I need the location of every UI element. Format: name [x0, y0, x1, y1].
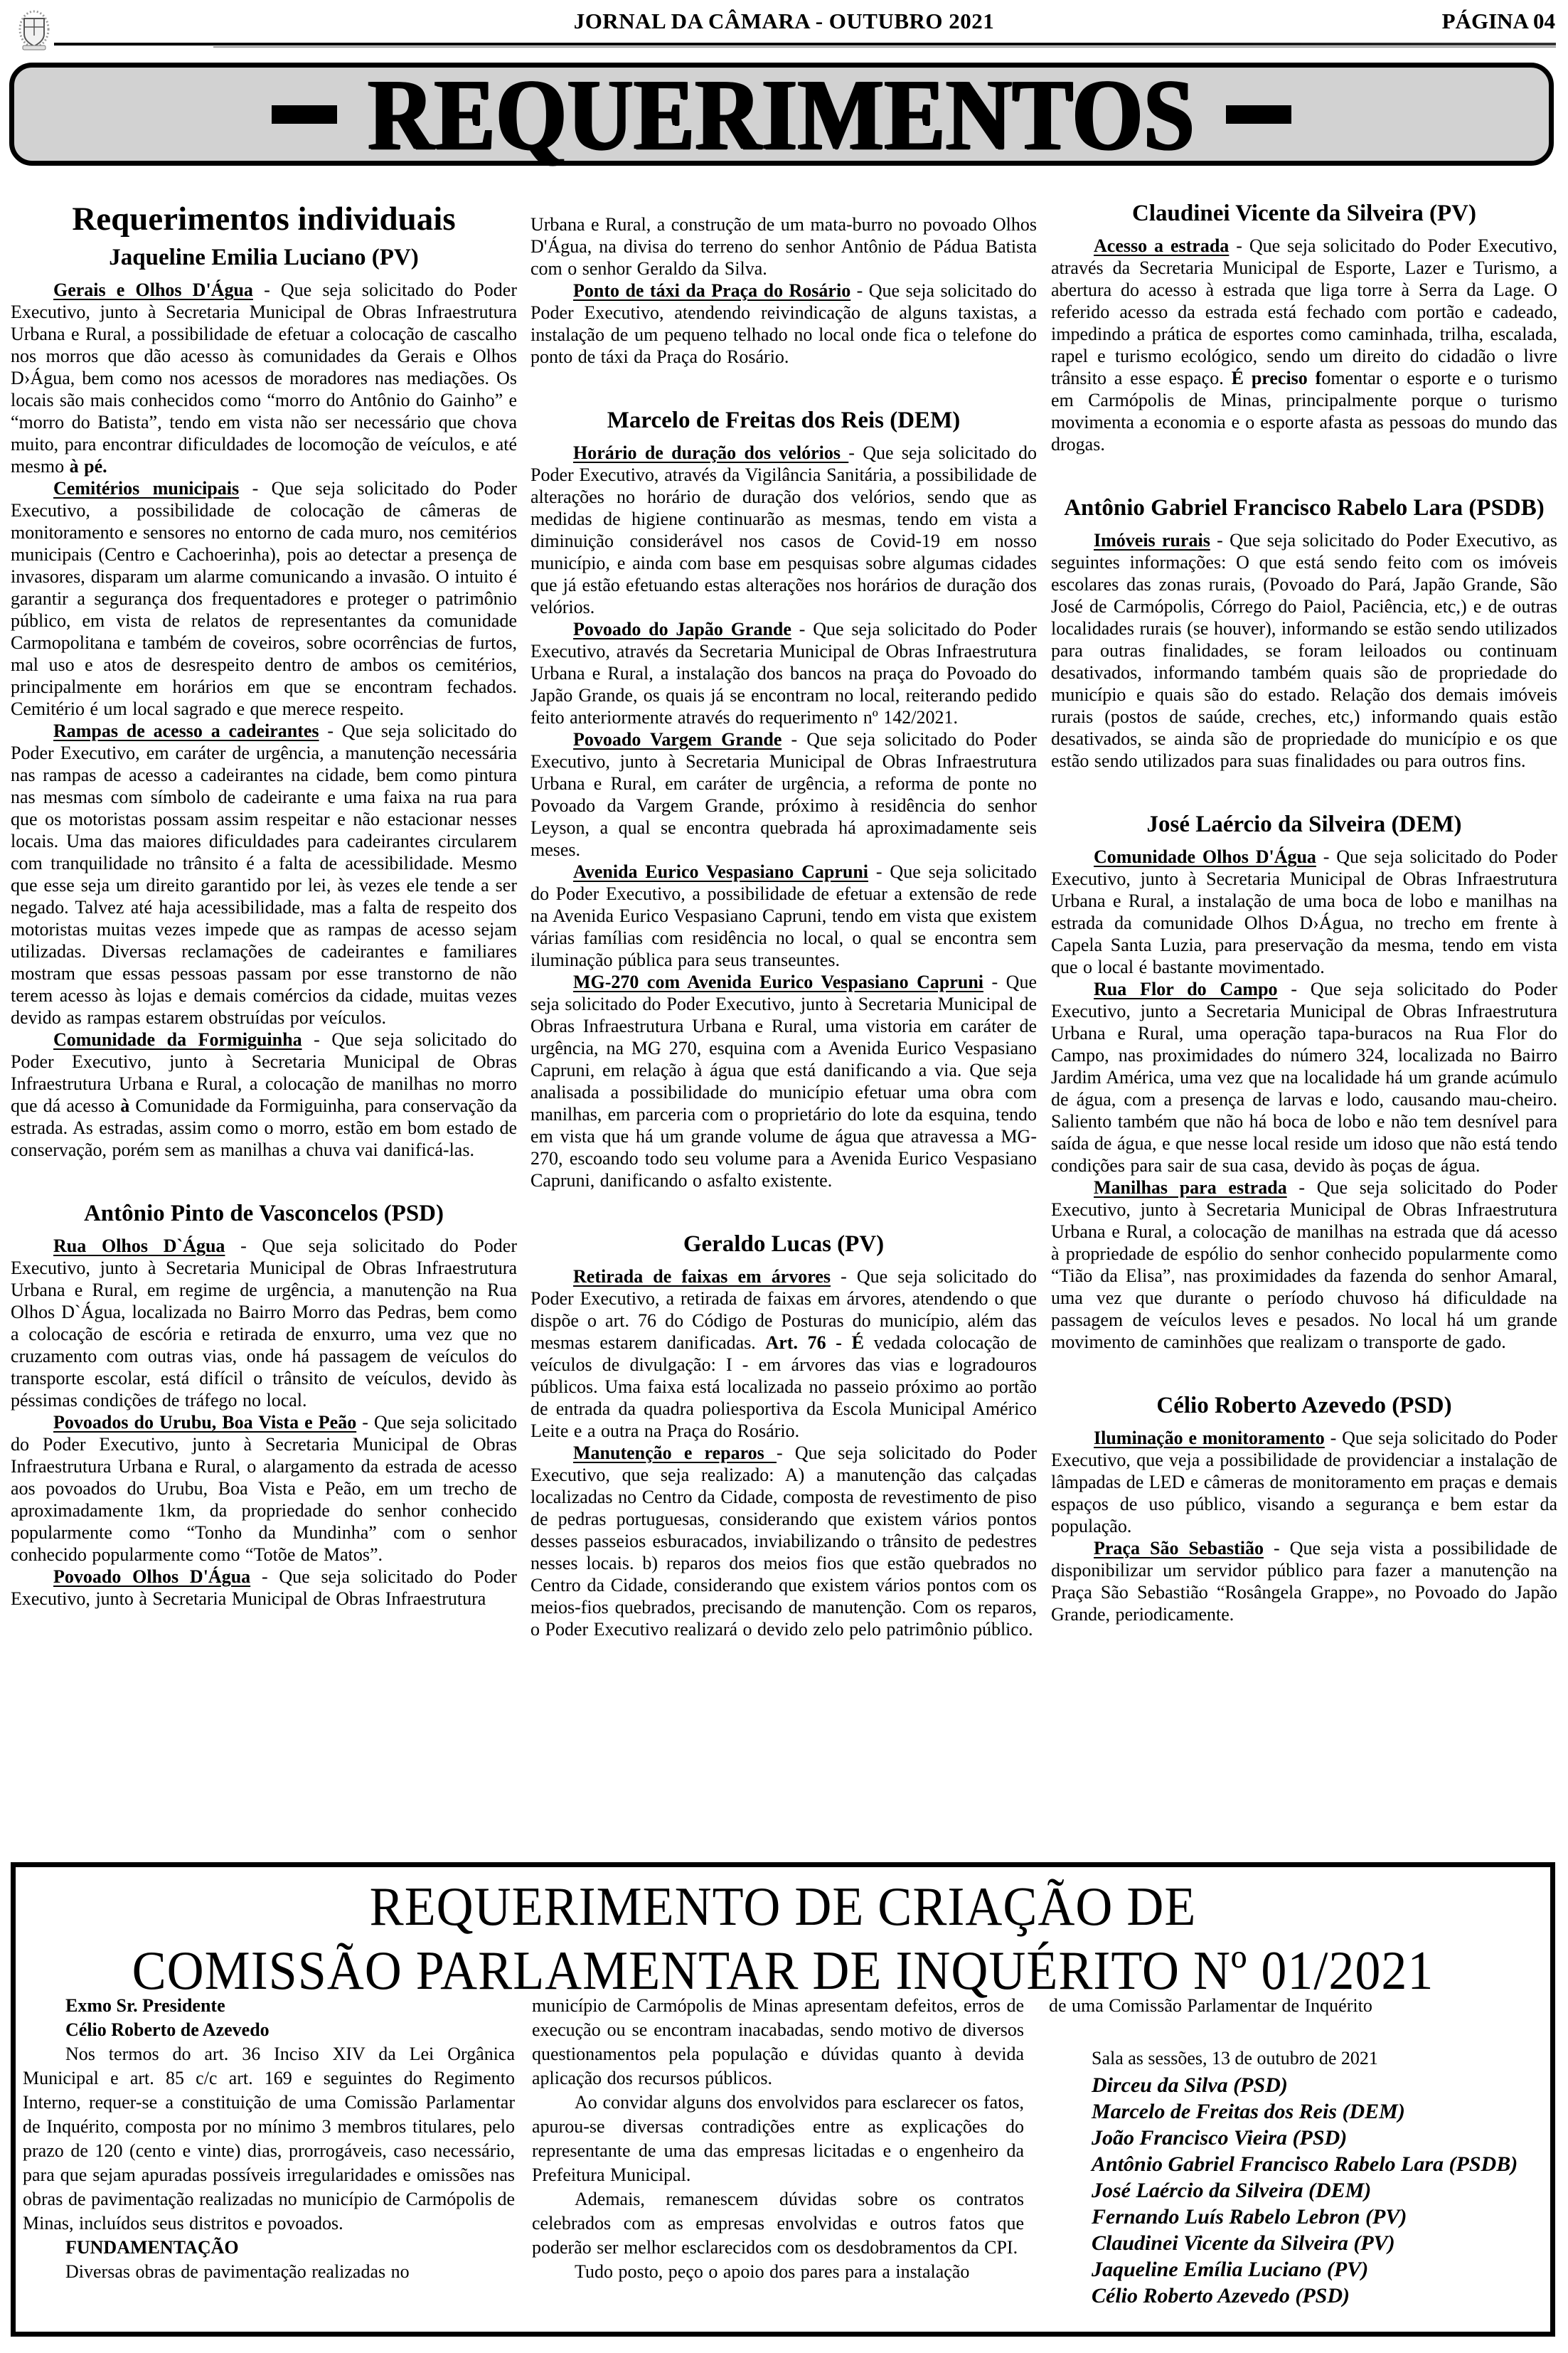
requerimento-paragraph — [11, 279, 517, 477]
cpi-signature: Célio Roberto Azevedo (PSD) — [1092, 2284, 1350, 2307]
cpi-paragraph: Diversas obras de pavimentação realizadas no — [65, 2261, 410, 2282]
requerimento-title: Imóveis rurais — [1094, 530, 1210, 551]
column-1 — [11, 198, 517, 1857]
requerimento-title: Retirada de faixas em árvores — [573, 1266, 831, 1287]
requerimento-title: Rua Flor do Campo — [1094, 979, 1278, 999]
cpi-paragraph: Nos termos do art. 36 Inciso XIV da Lei Orgânica Municipal e art. 85 c/c art. 169 e seguintes do Regimento Interno, requer-se a constituição de uma Comissão Parlamentar de Inquérito, composta por no mínimo 3 membros titulares, pelo prazo de 120 (cento e vinte) dias, prorrogáveis, caso necessário, para que sejam apuradas possíveis irregularidades e omissões nas obras de pavimentação realizadas no município de Carmópolis de Minas, incluídos seus distritos e povoados. — [23, 2044, 515, 2234]
requerimento-text: - Que seja solicitado do Poder Executivo, junto à Secretaria Municipal de Obras Infraestrutura — [11, 1566, 517, 1609]
requerimento-text: - Que seja solicitado do Poder Executivo, que veja a possibilidade de providenciar a instalação de lâmpadas de LED e câmeras de monitoramento em praças e demais espaços de uso público, visando a segurança e bem estar da população. — [1051, 1428, 1557, 1536]
requerimento-paragraph — [11, 1235, 517, 1411]
column-3 — [1051, 198, 1557, 1857]
requerimento-title: Povoado Vargem Grande — [573, 729, 782, 750]
author-heading: Antônio Pinto de Vasconcelos (PSD) — [83, 1201, 444, 1226]
author-heading: Geraldo Lucas (PV) — [683, 1231, 885, 1257]
requerimento-text: - Que seja solicitado do Poder Executivo, em caráter de urgência, a manutenção necessária nas rampas de acesso a cadeirantes na cidade, bem como pintura nas mesmas com símbolo de cadeirante e uma faixa na rua para que os motoristas possam assim respeitar e não estacionar nesses locais. Uma das maiores dificuldades para cadeirantes circularem com tranquilidade no trânsito é a falta de acessibilidade. Mesmo que esse seja um direito garantido por lei, às vezes ele tende a ser negado. Talvez até haja acessibilidade, mas a falta de respeito dos motoristas muitas vezes impede que as rampas de acesso sejam utilizadas. Diversas reclamações de cadeirantes e familiares mostram que essas pessoas passam por esse transtorno de não terem acesso às lojas e demais comércios da cidade, muitas vezes devido as rampas estarem obstruídas por veículos. — [11, 721, 517, 1028]
requerimento-text: - Que seja solicitado do Poder Executivo, através da Secretaria Municipal de Esporte, Lazer e Turismo, a abertura do acesso à estrada que liga torre à Serra da Lage. O referido acesso da estrada está fechado com portão e cadeado, impedindo a prática de esportes como caminhada, trilha, escalada, rapel e turismo ecológico, sendo um direito do cidadão o livre trânsito a esse espaço. — [1051, 235, 1557, 388]
requerimento-text: vedada colocação de veículos de divulgação: I - em árvores das vias e logradouros públicos. Uma faixa está localizada no passeio próximo ao portão de entrada da quadra poliesportiva da Escola Municipal Américo Leite e a outra na Praça do Rosário. — [530, 1332, 1037, 1441]
section-title: Requerimentos individuais — [72, 201, 456, 238]
requerimento-text: - Que seja solicitado do Poder Executivo, junto a Secretaria Municipal de Obras Infraestrutura Urbana e Rural, uma operação tapa-buracos na Rua Flor do Campo, nas proximidades do número 324, localizada no Bairro Jardim América, uma vez que na localidade há um grande acúmulo de água, com a presença de larvas e lodo, causando mau-cheiro. Saliento também que não há boca de lobo e não tem desnível para saída de água, e que nesse local reside um idoso que não está tendo condições para sair de sua casa, devido às poças de água. — [1051, 979, 1557, 1176]
cpi-greeting: Exmo Sr. Presidente — [65, 1995, 225, 2016]
requerimento-title: Povoado Olhos D'Água — [53, 1566, 251, 1587]
cpi-title-line1: REQUERIMENTO DE CRIAÇÃO DE — [369, 1875, 1197, 1938]
requerimento-bold-text: Art. 76 - É — [765, 1332, 864, 1353]
requerimento-text: Comunidade da Formiguinha, para conservação da estrada. As estradas, assim como o morro, estão em bom estado de conservação, porém sem as manilhas a chuva vai danificá-las. — [11, 1095, 517, 1160]
cpi-paragraph: Ademais, remanescem dúvidas sobre os contratos celebrados com as empresas envolvidas e outros fatos que poderão ser melhor esclarecidos com os desdobramentos da CPI. — [532, 2189, 1024, 2258]
author-heading: Antônio Gabriel Francisco Rabelo Lara (PSDB) — [1064, 495, 1545, 521]
requerimento-text: - Que seja solicitado do Poder Executivo, junto à Secretaria Municipal de Obras Infraestrutura Urbana e Rural, uma vistoria em caráter de urgência, na MG 270, esquina com a Avenida Eurico Vespasiano Capruni, em relação à água que está danificando a via. Que seja analisada a possibilidade do município efetuar uma obra com manilhas, em parceria com o proprietário do lote da esquina, tendo em vista que há um grande volume de água que atravessa a MG-270, escoando todo seu volume para a Avenida Eurico Vespasiano Capruni, danificando o asfalto existente. — [530, 972, 1037, 1191]
requerimento-title: Rampas de acesso a cadeirantes — [53, 721, 319, 741]
cpi-paragraph: de uma Comissão Parlamentar de Inquérito — [1049, 1995, 1372, 2016]
requerimento-paragraph — [1051, 1537, 1557, 1625]
cpi-paragraph: Tudo posto, peço o apoio dos pares para a instalação — [575, 2261, 970, 2282]
continuation-paragraph: Urbana e Rural, a construção de um mata-burro no povoado Olhos D'Água, na divisa do terreno do senhor Antônio de Pádua Batista com o senhor Geraldo da Silva. — [530, 214, 1037, 279]
requerimento-text: - Que seja vista a possibilidade de disponibilizar um servidor público para fazer a manutenção na Praça São Sebastião “Rosângela Grappe», no Povoado do Japão Grande, periodicamente. — [1051, 1538, 1557, 1625]
requerimento-paragraph — [11, 1411, 517, 1566]
requerimento-paragraph — [1051, 1427, 1557, 1537]
requerimento-text: - Que seja solicitado do Poder Executivo, junto à Secretaria Municipal de Obras Infraestrutura Urbana e Rural, a instalação de uma boca de lobo e manilhas na estrada da comunidade Olhos D›Água, no trecho em frente à Capela Santa Luzia, para preservação da mesma, tendo em vista que o local é bastante movimentado. — [1051, 846, 1557, 977]
requerimento-paragraph — [530, 971, 1037, 1191]
requerimento-text: omentar o esporte e o turismo em Carmópolis de Minas, principalmente porque o turismo movimenta a economia e o esporte afasta as pessoas do mundo das drogas. — [1051, 368, 1557, 455]
requerimento-paragraph — [530, 861, 1037, 971]
cpi-signature: José Laércio da Silveira (DEM) — [1092, 2179, 1372, 2202]
requerimento-title: Acesso a estrada — [1094, 235, 1230, 256]
cpi-heading: FUNDAMENTAÇÃO — [65, 2237, 239, 2258]
requerimento-title: Povoados do Urubu, Boa Vista e Peão — [53, 1412, 357, 1433]
requerimento-paragraph — [530, 618, 1037, 728]
cpi-signature: Dirceu da Silva (PSD) — [1092, 2073, 1288, 2097]
requerimento-paragraph — [530, 1442, 1037, 1640]
requerimento-text: - Que seja solicitado do Poder Executivo, através da Vigilância Sanitária, a possibilidade de alterações no horário de duração dos velórios, sendo que as medidas de higiene continuarão as mesmas, tendo em vista a diminuição considerável nos casos de Covid-19 em nosso município, e ainda com base em pesquisas sobre algumas cidades que já estão efetuando estas alterações nos horários de duração dos velórios. — [530, 442, 1037, 617]
requerimento-text: - Que seja solicitado do Poder Executivo, junto à Secretaria Municipal de Obras Infraestrutura Urbana e Rural, a possibilidade de efetuar a colocação de cascalho nos morros que dão acesso às comunidades da Gerais e Olhos D›Água, bem como nos acessos de moradores nas mediações. Os locais são mais conhecidos como “morro do Antônio do Gainho” e “morro do Batista”, tendo em vista não ser necessário que chova muito, para encontrar dificuldades de locomoção de veículos, e até mesmo — [11, 280, 517, 477]
requerimento-bold-text: É preciso f — [1231, 368, 1322, 388]
requerimento-title: Horário de duração dos velórios — [573, 442, 849, 463]
requerimento-text: - Que seja solicitado do Poder Executivo, junto à Secretaria Municipal de Obras Infraestrutura Urbana e Rural, a colocação de manilhas no morro que dá acesso — [11, 1029, 517, 1116]
requerimento-title: Comunidade Olhos D'Água — [1094, 846, 1316, 867]
cpi-signature: Antônio Gabriel Francisco Rabelo Lara (PSDB) — [1092, 2152, 1518, 2176]
author-heading: José Laércio da Silveira (DEM) — [1146, 812, 1462, 837]
cpi-request-box — [11, 1862, 1555, 2337]
requerimento-bold-text: à — [120, 1095, 130, 1116]
cpi-signature: Marcelo de Freitas dos Reis (DEM) — [1092, 2100, 1405, 2123]
banner-dash-right-icon — [1226, 105, 1291, 124]
requerimento-title: Iluminação e monitoramento — [1094, 1428, 1325, 1448]
requerimento-title: Gerais e Olhos D'Água — [53, 280, 253, 300]
author-heading: Claudinei Vicente da Silveira (PV) — [1132, 201, 1476, 226]
requerimento-paragraph — [11, 477, 517, 720]
requerimento-title: MG-270 com Avenida Eurico Vespasiano Capruni — [573, 972, 984, 992]
cpi-column-1 — [23, 1994, 515, 2330]
cpi-title — [16, 1874, 1550, 2002]
requerimento-title: Cemitérios municipais — [53, 478, 240, 499]
cpi-column-3 — [1049, 1994, 1543, 2330]
requerimento-title: Rua Olhos D`Água — [53, 1236, 225, 1256]
cpi-signature: Jaqueline Emília Luciano (PV) — [1092, 2258, 1369, 2281]
requerimento-paragraph — [530, 442, 1037, 618]
requerimento-text: - Que seja solicitado do Poder Executivo, junto à Secretaria Municipal de Obras Infraestrutura Urbana e Rural, em caráter de urgência, a reforma de ponte no Povoado da Vargem Grande, próximo à residência do senhor Leyson, a qual se encontra quebrada há aproximadamente seis meses. — [530, 729, 1037, 860]
journal-title: JORNAL DA CÂMARA - OUTUBRO 2021 — [573, 9, 995, 33]
requerimento-paragraph — [1051, 529, 1557, 772]
requerimento-title: Comunidade da Formiguinha — [53, 1029, 302, 1050]
author-heading: Marcelo de Freitas dos Reis (DEM) — [607, 408, 961, 433]
requerimento-text: - Que seja solicitado do Poder Executivo, junto à Secretaria Municipal de Obras Infraestrutura Urbana e Rural, em regime de urgência, a manutenção na Rua Olhos D`Água, localizada no Bairro Morro das Pedras, bem como a colocação de escória e retirada de enxurro, uma vez que no cruzamento com outras vias, onde há passagem de veículos do transporte escolar, está difícil o trânsito de veículos, devido às péssimas condições de tráfego no local. — [11, 1236, 517, 1411]
requerimento-paragraph — [530, 280, 1037, 368]
cpi-column-2 — [532, 1994, 1024, 2330]
author-heading: Jaqueline Emilia Luciano (PV) — [109, 245, 419, 270]
requerimentos-banner — [9, 57, 1554, 171]
requerimento-paragraph — [11, 720, 517, 1029]
requerimento-text: - Que seja solicitado do Poder Executivo, a possibilidade de colocação de câmeras de monitoramento e sensores no entorno de cada muro, nos cemitérios municipais (Centro e Cachoerinha), pois ao detectar a presença de invasores, disparam um alarme comunicando a invasão. O intuito é garantir a segurança dos frequentadores e proteger o patrimônio público, em vista de relatos de representantes da comunidade Carmopolitana e também de coveiros, sobre ocorrências de furtos, mal uso e atos de desrespeito dentro de ambos os cemitérios, principalmente em horários em que se encontram fechados. Cemitério é um local sagrado e que merece respeito. — [11, 478, 517, 719]
banner-dash-left-icon — [272, 105, 337, 124]
requerimento-text: - Que seja solicitado do Poder Executivo, junto à Secretaria Municipal de Obras Infraestrutura Urbana e Rural, a colocação de manilhas na estrada que dá acesso à propriedade de espólio do senhor conhecido popularmente como “Tião da Elisa”, nas proximidades da fazenda do senhor Amaral, uma vez que durante o período chuvoso há dificuldade na passagem de veículos leves e pesados. No local há um grande movimento de caminhões que realizam o transporte de gado. — [1051, 1177, 1557, 1352]
header-rule-shadow — [213, 46, 1556, 48]
requerimento-text: - Que seja solicitado do Poder Executivo, junto à Secretaria Municipal de Obras Infraestrutura Urbana e Rural, o alargamento da estrada de acesso aos povoados do Urubu, Boa Vista e Peão, em um trecho de aproximadamente 1km, da propriedade do senhor conhecido popularmente como “Tonho da Mundinha” com o senhor conhecido popularmente como “Totõe de Matos”. — [11, 1412, 517, 1565]
cpi-signature: Claudinei Vicente da Silveira (PV) — [1092, 2231, 1395, 2255]
requerimento-title: Manutenção e reparos — [573, 1443, 777, 1463]
requerimento-paragraph — [11, 1566, 517, 1610]
requerimento-text: - Que seja solicitado do Poder Executivo, atendendo reivindicação de alguns taxistas, a instalação de um pequeno telhado no local onde fica o telefone do ponto de táxi da Praça do Rosário. — [530, 280, 1037, 367]
requerimento-paragraph — [530, 1265, 1037, 1442]
requerimento-title: Ponto de táxi da Praça do Rosário — [573, 280, 851, 301]
cpi-signature: Fernando Luís Rabelo Lebron (PV) — [1092, 2205, 1407, 2229]
requerimento-text: - Que seja solicitado do Poder Executivo, as seguintes informações: O que está sendo feito com os imóveis escolares das zonas rurais, (Povoado do Pará, Japão Grande, São José de Carmópolis, Córrego do Paiol, Paciência, etc,) e de outras localidades rurais (se houver), informando se estão sendo utilizados para outras finalidades, se foram leiloados ou continuam desativados, informando também quais são de propriedade do município e quais são do estado. Relação dos demais imóveis rurais (postos de saúde, creches, etc,) informando quais estão desativados, se ainda são de propriedade do município e os que estão sendo utilizados para suas finalidades ou para outros fins. — [1051, 530, 1557, 771]
cpi-signature: João Francisco Vieira (PSD) — [1092, 2126, 1348, 2150]
requerimento-title: Povoado do Japão Grande — [573, 619, 791, 639]
requerimento-paragraph — [11, 1029, 517, 1161]
column-2 — [530, 198, 1037, 1857]
cpi-title-line2: COMISSÃO PARLAMENTAR DE INQUÉRITO Nº 01/2021 — [132, 1939, 1434, 2002]
header-rule — [54, 43, 1556, 46]
requerimento-title: Avenida Eurico Vespasiano Capruni — [573, 861, 869, 882]
author-heading: Célio Roberto Azevedo (PSD) — [1156, 1393, 1452, 1418]
cpi-session-date: Sala as sessões, 13 de outubro de 2021 — [1092, 2048, 1378, 2068]
requerimento-paragraph — [1051, 978, 1557, 1176]
requerimento-title: Praça São Sebastião — [1094, 1538, 1264, 1558]
requerimento-paragraph — [1051, 235, 1557, 455]
banner-title: REQUERIMENTOS — [368, 57, 1195, 171]
cpi-paragraph: Ao convidar alguns dos envolvidos para esclarecer os fatos, apurou-se diversas contradições entre as explicações do representante de uma das empresas licitadas e o engenheiro da Prefeitura Municipal. — [532, 2092, 1024, 2185]
page-number: PÁGINA 04 — [1441, 9, 1555, 33]
requerimento-paragraph — [1051, 1176, 1557, 1353]
requerimento-paragraph — [530, 728, 1037, 861]
requerimento-bold-text: à pé. — [69, 456, 107, 477]
requerimento-title: Manilhas para estrada — [1094, 1177, 1287, 1198]
requerimento-text: - Que seja solicitado do Poder Executivo, a retirada de faixas em árvores, atendendo o que dispõe o art. 76 do Código de Posturas do município, além das mesmas estarem danificadas. — [530, 1266, 1037, 1353]
requerimento-text: - Que seja solicitado do Poder Executivo, a possibilidade de efetuar a extensão de rede na Avenida Eurico Vespasiano Capruni, tendo em vista que existem várias famílias com residência no local, o qual se encontra sem iluminação pública para seus transeuntes. — [530, 861, 1037, 970]
cpi-paragraph: município de Carmópolis de Minas apresentam defeitos, erros de execução ou se encontram inacabadas, sendo motivo de diversos questionamentos pela população e dúvidas quanto à devida aplicação dos recursos públicos. — [532, 1995, 1024, 2088]
requerimento-text: - Que seja solicitado do Poder Executivo, através da Secretaria Municipal de Obras Infraestrutura Urbana e Rural, a instalação dos bancos na praça do Povoado do Japão Grande, os quais já se encontram no local, reiterando pedido feito anteriormente através do requerimento nº 142/2021. — [530, 619, 1037, 728]
requerimento-paragraph — [1051, 846, 1557, 978]
requerimento-text: - Que seja solicitado do Poder Executivo, que seja realizado: A) a manutenção das calçadas localizadas no Centro da Cidade, composta de revestimento de piso de pedras portuguesas, considerando que existem vários pontos desses passeios esburacados, inviabilizando o trânsito de pedestres nesses locais. b) reparos dos meios fios que estão quebrados no Centro da Cidade, considerando que existem vários pontos com os meios-fios quebrados, precisando de manutenção. Com os reparos, o Poder Executivo realizará o devido zelo pelo patrimônio público. — [530, 1443, 1037, 1640]
cpi-author: Célio Roberto de Azevedo — [65, 2019, 270, 2040]
